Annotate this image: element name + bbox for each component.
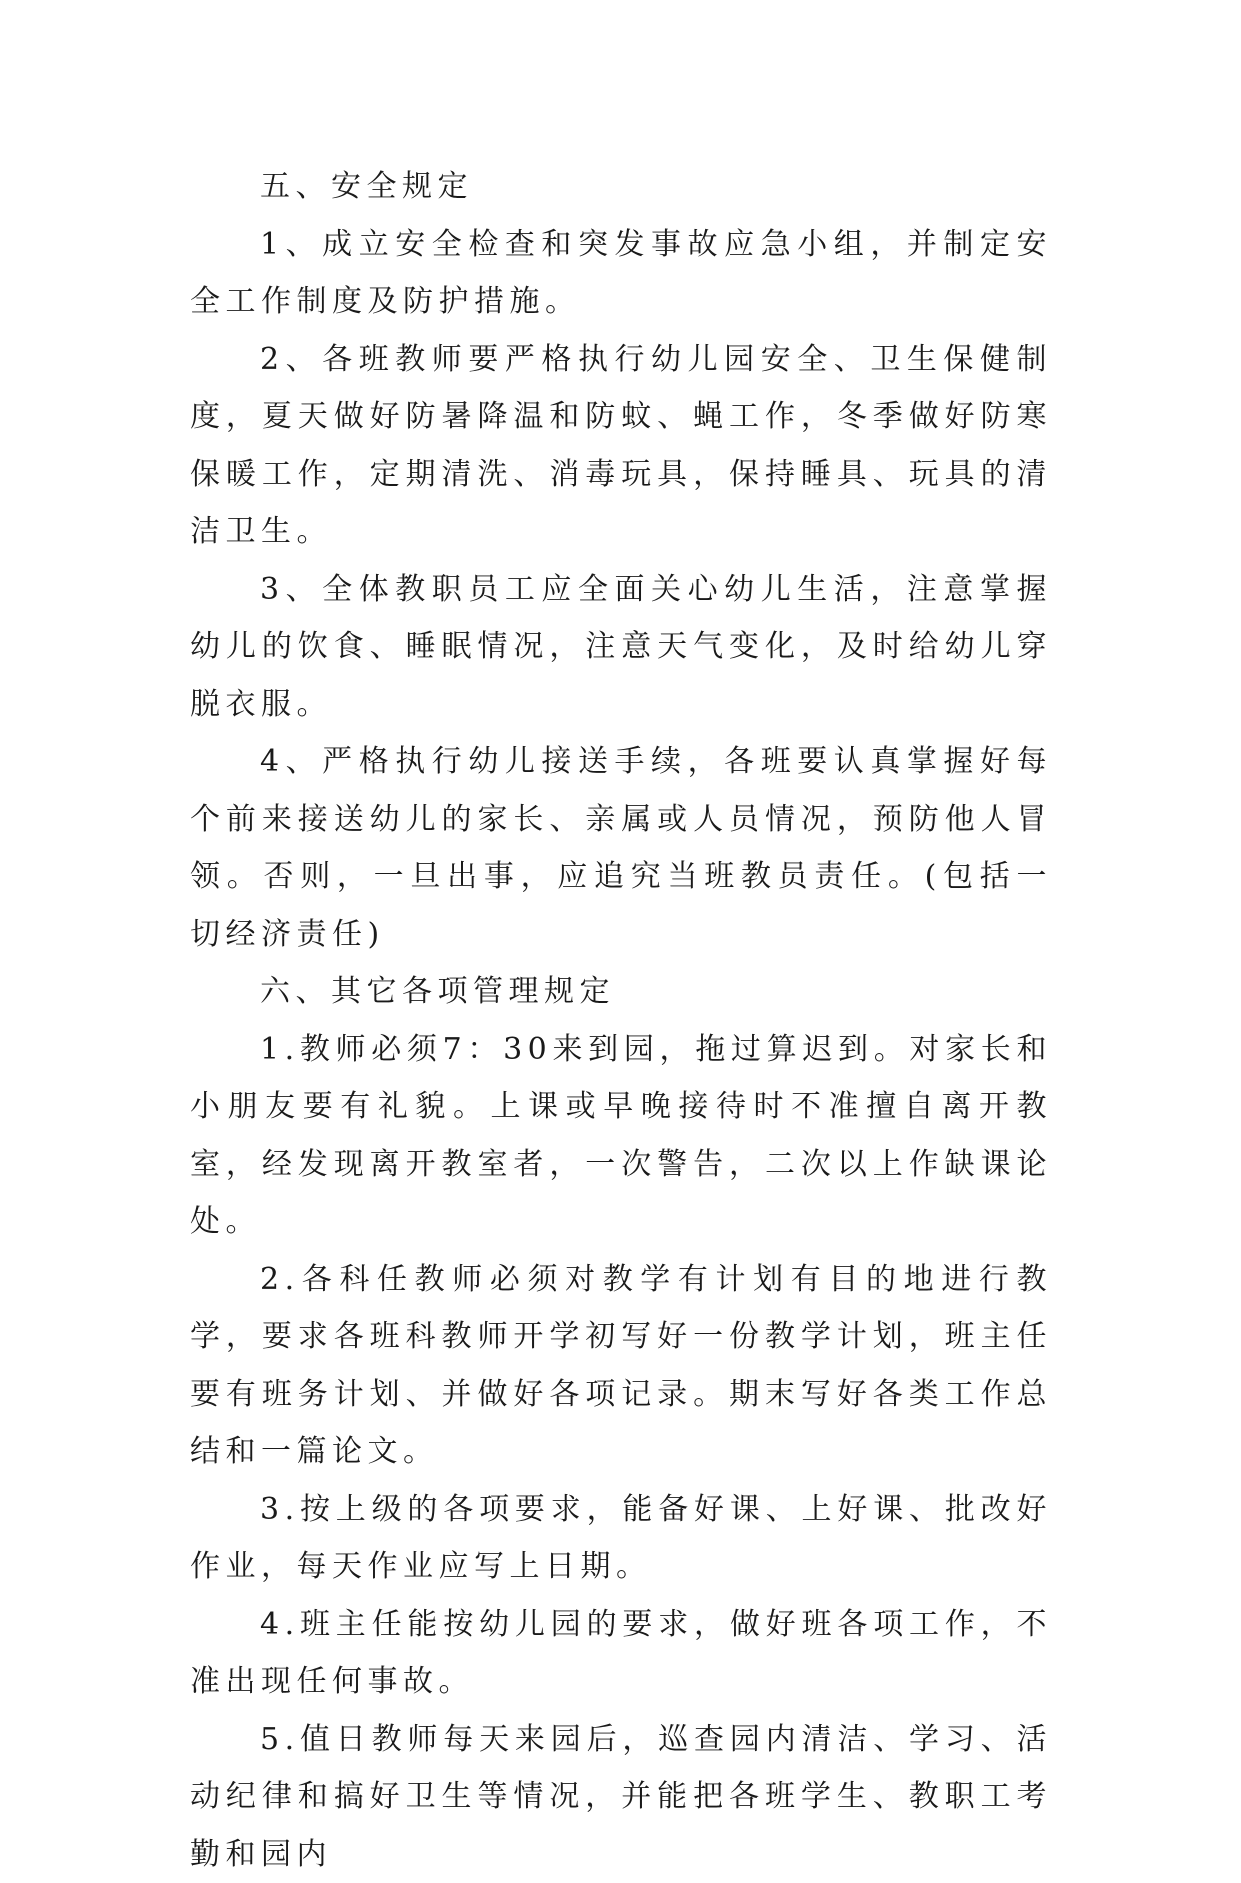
paragraph: 5.值日教师每天来园后，巡查园内清洁、学习、活动纪律和搞好卫生等情况，并能把各班学生、教职工考勤和园内 <box>190 1711 1052 1883</box>
section-heading-safety: 五、安全规定 <box>190 158 1052 216</box>
paragraph: 4.班主任能按幼儿园的要求，做好班各项工作，不准出现任何事故。 <box>190 1596 1052 1711</box>
document-body <box>190 158 1052 1883</box>
paragraph: 3、全体教职员工应全面关心幼儿生活，注意掌握幼儿的饮食、睡眠情况，注意天气变化，及时给幼儿穿脱衣服。 <box>190 561 1052 734</box>
section-heading-other-rules: 六、其它各项管理规定 <box>190 963 1052 1021</box>
paragraph: 1、成立安全检查和突发事故应急小组，并制定安全工作制度及防护措施。 <box>190 216 1052 331</box>
paragraph: 2.各科任教师必须对教学有计划有目的地进行教学，要求各班科教师开学初写好一份教学计划，班主任要有班务计划、并做好各项记录。期末写好各类工作总结和一篇论文。 <box>190 1251 1052 1481</box>
paragraph: 4、严格执行幼儿接送手续，各班要认真掌握好每个前来接送幼儿的家长、亲属或人员情况，预防他人冒领。否则，一旦出事，应追究当班教员责任。(包括一切经济责任) <box>190 733 1052 963</box>
paragraph: 3.按上级的各项要求，能备好课、上好课、批改好作业，每天作业应写上日期。 <box>190 1481 1052 1596</box>
paragraph: 1.教师必须7：30来到园，拖过算迟到。对家长和小朋友要有礼貌。上课或早晚接待时不准擅自离开教室，经发现离开教室者，一次警告，二次以上作缺课论处。 <box>190 1021 1052 1251</box>
paragraph: 2、各班教师要严格执行幼儿园安全、卫生保健制度，夏天做好防暑降温和防蚊、蝇工作，冬季做好防寒保暖工作，定期清洗、消毒玩具，保持睡具、玩具的清洁卫生。 <box>190 331 1052 561</box>
